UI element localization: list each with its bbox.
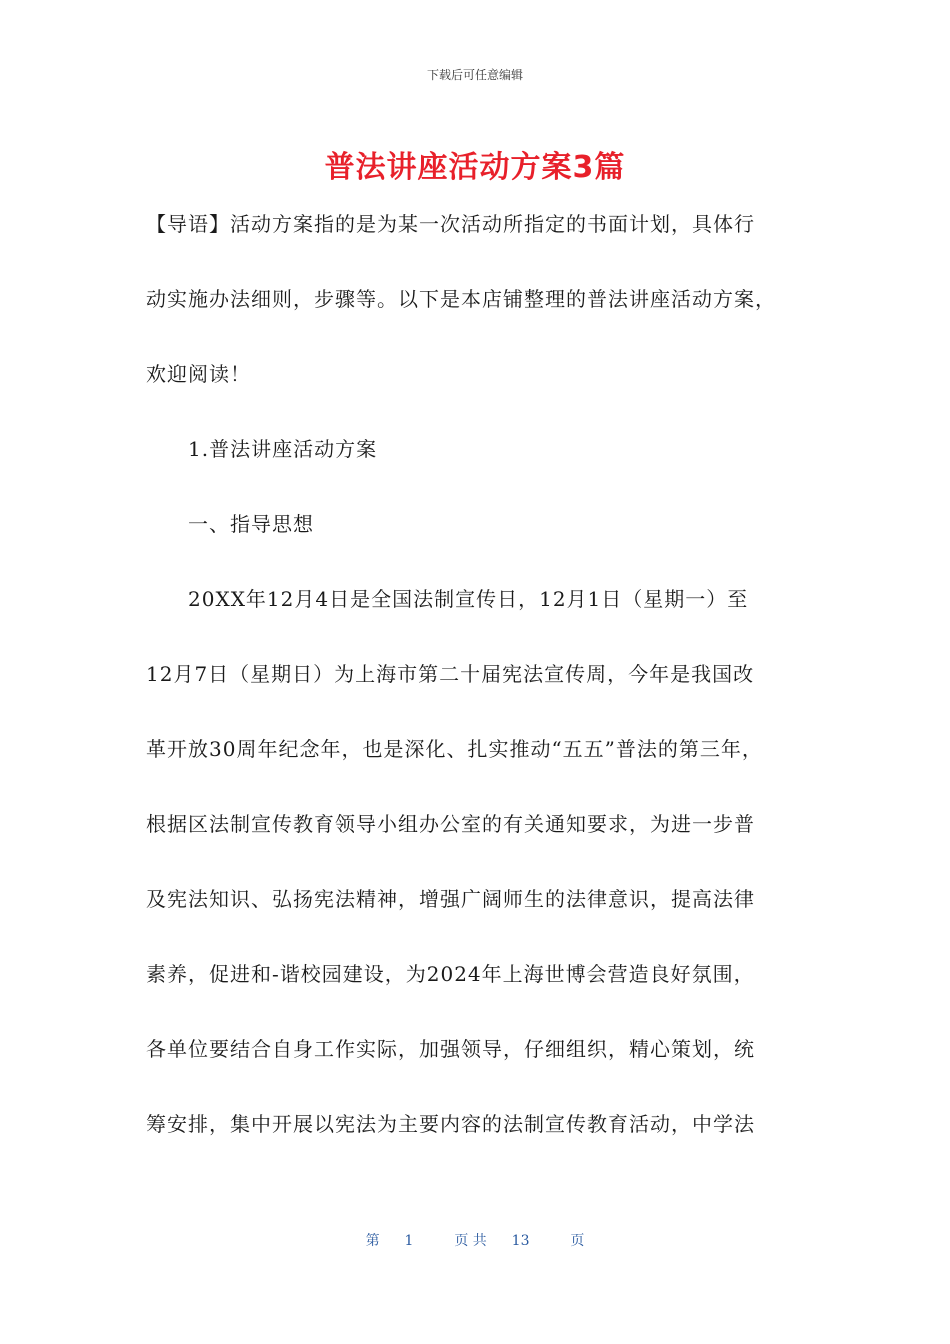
paragraph-line: 各单位要结合自身工作实际，加强领导，仔细组织，精心策划，统 bbox=[146, 1037, 755, 1061]
paragraph-line: 及宪法知识、弘扬宪法精神，增强广阔师生的法律意识，提高法律 bbox=[146, 887, 755, 911]
page-footer bbox=[0, 1230, 950, 1250]
paragraph-line: 欢迎阅读！ bbox=[146, 362, 251, 386]
footer-label-page: 第 bbox=[365, 1233, 380, 1249]
section-heading: 1.普法讲座活动方案 bbox=[188, 437, 378, 461]
footer-total-pages: 13 bbox=[511, 1233, 530, 1249]
document-title: 普法讲座活动方案3篇 bbox=[324, 150, 626, 185]
paragraph-line: 【导语】活动方案指的是为某一次活动所指定的书面计划，具体行 bbox=[146, 212, 755, 236]
section-heading: 一、指导思想 bbox=[188, 512, 314, 536]
paragraph-line: 筹安排，集中开展以宪法为主要内容的法制宣传教育活动，中学法 bbox=[146, 1112, 755, 1136]
paragraph-line: 12月7日（星期日）为上海市第二十届宪法宣传周，今年是我国改 bbox=[146, 662, 755, 686]
paragraph-line: 革开放30周年纪念年，也是深化、扎实推动“五五”普法的第三年， bbox=[146, 737, 763, 761]
paragraph-line: 20XX年12月4日是全国法制宣传日，12月1日（星期一）至 bbox=[188, 587, 749, 611]
footer-label-of: 页 共 bbox=[454, 1233, 487, 1249]
header-note: 下载后可任意编辑 bbox=[426, 68, 523, 82]
footer-label-end: 页 bbox=[570, 1233, 585, 1249]
paragraph-line: 动实施办法细则，步骤等。以下是本店铺整理的普法讲座活动方案， bbox=[146, 287, 776, 311]
paragraph-line: 素养，促进和-谐校园建设，为2024年上海世博会营造良好氛围， bbox=[146, 962, 755, 986]
footer-current-page: 1 bbox=[404, 1233, 414, 1249]
paragraph-line: 根据区法制宣传教育领导小组办公室的有关通知要求，为进一步普 bbox=[146, 812, 755, 836]
